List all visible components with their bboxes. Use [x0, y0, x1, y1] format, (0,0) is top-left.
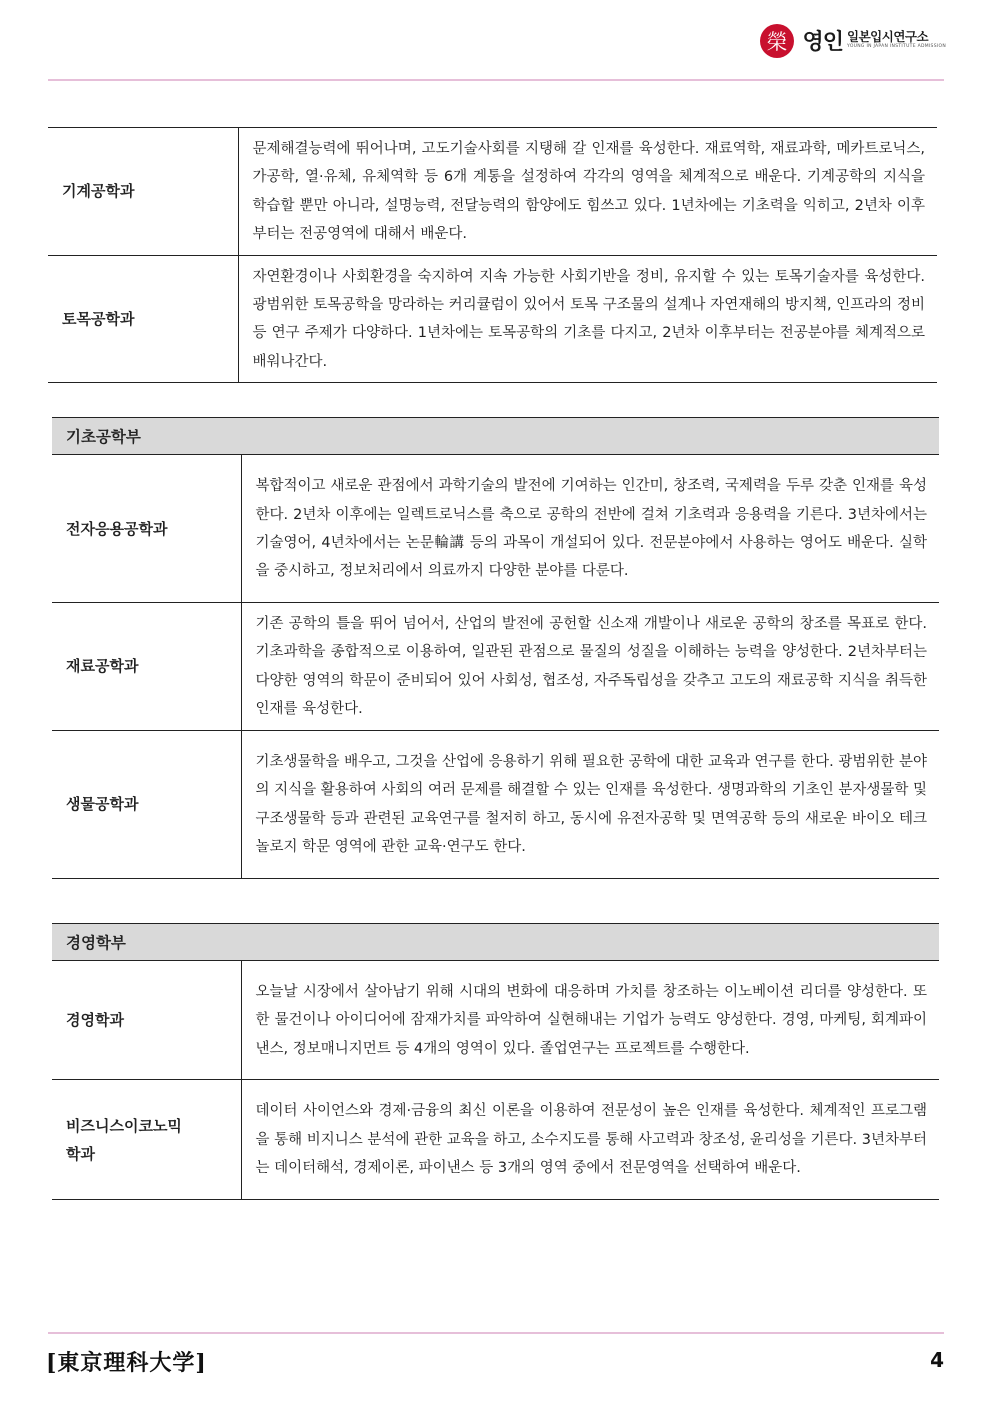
section-header-row	[52, 418, 939, 455]
table-row	[52, 730, 939, 878]
department-name: 재료공학과	[52, 603, 241, 731]
logo-sub-text: 일본입시연구소	[847, 29, 929, 44]
section-title: 기초공학부	[52, 418, 939, 455]
department-description: 자연환경이나 사회환경을 숙지하여 지속 가능한 사회기반을 정비, 유지할 수 있는 토목기술자를 육성한다. 광범위한 토목공학을 망라하는 커리큘럼이 있어서 토목 구조물의 설계나 자연재해의 방지책, 인프라의 정비 등 연구 주제가 다양하다. 1년차에는 토목공학의 기초를 다지고, 2년차 이후부터는 전공분야를 체계적으로 배워나간다.	[238, 255, 937, 383]
department-name: 기계공학과	[48, 128, 238, 256]
table-row	[48, 255, 937, 383]
logo-main-text: 영인	[802, 29, 844, 55]
svg-text:榮: 榮	[766, 30, 788, 54]
department-table-1	[48, 127, 937, 383]
table-row	[48, 128, 937, 256]
department-name: 토목공학과	[48, 255, 238, 383]
section-header-row	[52, 924, 939, 961]
section-title: 경영학부	[52, 924, 939, 961]
department-description: 기초생물학을 배우고, 그것을 산업에 응용하기 위해 필요한 공학에 대한 교육과 연구를 한다. 광범위한 분야의 지식을 활용하여 사회의 여러 문제를 해결할 수 있는 인재를 육성한다. 생명과학의 기초인 분자생물학 및 구조생물학 등과 관련된 교육연구를 철저히 하고, 동시에 유전자공학 및 면역공학 등의 새로운 바이오 테크놀로지 학문 영역에 관한 교육·연구도 한다.	[241, 730, 939, 878]
logo-mark-icon	[757, 20, 797, 60]
department-description: 문제해결능력에 뛰어나며, 고도기술사회를 지탱해 갈 인재를 육성한다. 재료역학, 재료과학, 메카트로닉스, 가공학, 열·유체, 유체역학 등 6개 계통을 설정하여 각각의 영역을 체계적으로 배운다. 기계공학의 지식을 학습할 뿐만 아니라, 설명능력, 전달능력의 함양에도 힘쓰고 있다. 1년차에는 기초력을 익히고, 2년차 이후부터는 전공영역에 대해서 배운다.	[238, 128, 937, 256]
logo-tagline: YOUNG IN JAPAN INSTITUTE ADMISSION	[847, 44, 946, 49]
table-row	[52, 961, 939, 1080]
footer-university: [東京理科大学]	[46, 1350, 207, 1376]
department-description: 오늘날 시장에서 살아남기 위해 시대의 변화에 대응하며 가치를 창조하는 이노베이션 리더를 양성한다. 또한 물건이나 아이디어에 잠재가치를 파악하여 실현해내는 기업가 능력도 양성한다. 경영, 마케팅, 회계파이낸스, 정보매니지먼트 등 4개의 영역이 있다. 졸업연구는 프로젝트를 수행한다.	[241, 961, 939, 1080]
department-description: 복합적이고 새로운 관점에서 과학기술의 발전에 기여하는 인간미, 창조력, 국제력을 두루 갖춘 인재를 육성한다. 2년차 이후에는 일렉트로닉스를 축으로 공학의 전반에 걸쳐 기초력과 응용력을 기른다. 3년차에서는 기술영어, 4년차에서는 논문輪講 등의 과목이 개설되어 있다. 전문분야에서 사용하는 영어도 배운다. 실학을 중시하고, 정보처리에서 의료까지 다양한 분야를 다룬다.	[241, 455, 939, 603]
department-name: 경영학과	[52, 961, 241, 1080]
page-number: 4	[930, 1348, 944, 1372]
footer-divider	[48, 1332, 944, 1334]
department-name: 생물공학과	[52, 730, 241, 878]
department-table-3	[52, 923, 939, 1200]
header-divider	[48, 79, 944, 81]
department-description: 데이터 사이언스와 경제·금융의 최신 이론을 이용하여 전문성이 높은 인재를 육성한다. 체계적인 프로그램을 통해 비지니스 분석에 관한 교육을 하고, 소수지도를 통해 사고력과 창조성, 윤리성을 기른다. 3년차부터는 데이터해석, 경제이론, 파이낸스 등 3개의 영역 중에서 전문영역을 선택하여 배운다.	[241, 1080, 939, 1200]
department-name: 전자응용공학과	[52, 455, 241, 603]
department-description: 기존 공학의 틀을 뛰어 넘어서, 산업의 발전에 공헌할 신소재 개발이나 새로운 공학의 창조를 목표로 한다. 기초과학을 종합적으로 이용하여, 일관된 관점으로 물질의 성질을 이해하는 능력을 양성한다. 2년차부터는 다양한 영역의 학문이 준비되어 있어 사회성, 협조성, 자주독립성을 갖추고 고도의 재료공학 지식을 취득한 인재를 육성한다.	[241, 603, 939, 731]
table-row	[52, 1080, 939, 1200]
table-row	[52, 455, 939, 603]
department-table-2	[52, 417, 939, 879]
table-row	[52, 603, 939, 731]
header-logo	[757, 18, 946, 62]
department-name: 비즈니스이코노믹 학과	[52, 1080, 241, 1200]
